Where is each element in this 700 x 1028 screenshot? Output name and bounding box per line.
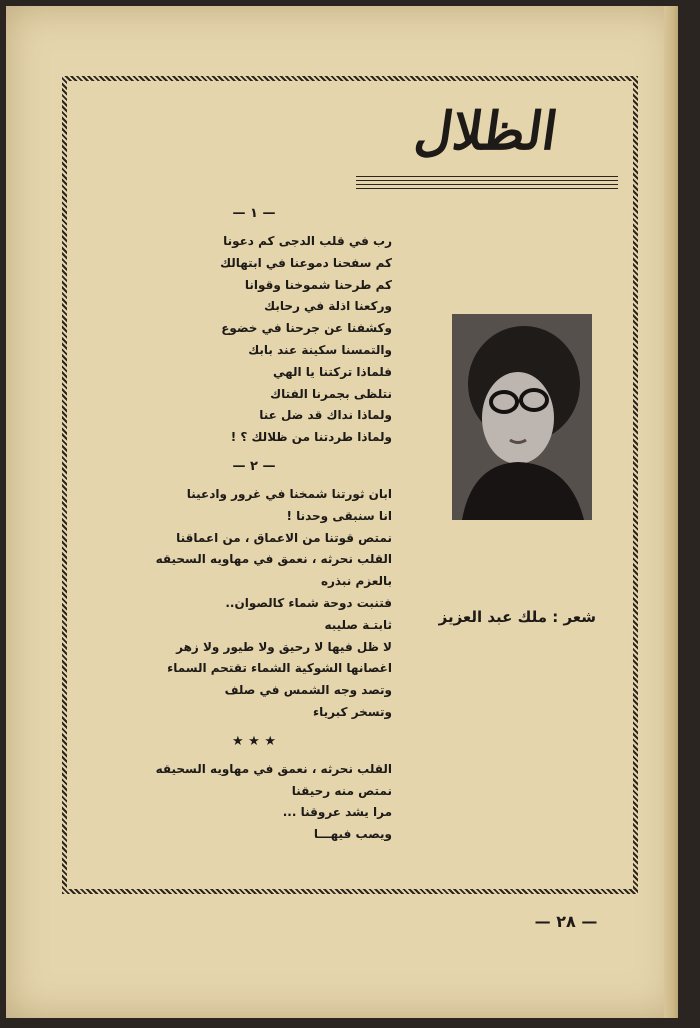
poem-line: ولماذا طردتنا من ظلالك ؟ !	[230, 430, 392, 445]
poem-line: وتصد وجه الشمس في صلف	[224, 683, 392, 698]
poem-line: نتلظى بجمرنا الفتاك	[270, 386, 392, 401]
poem-line: ويصب فيهـــا	[313, 827, 392, 842]
poem-line: لا ظل فيها لا رحيق ولا طيور ولا زهر	[176, 639, 392, 654]
section-marker: — ١ —	[232, 206, 276, 221]
poem-line: القلب نحرثه ، نعمق في مهاويه السحيقه	[155, 552, 392, 567]
poem-line: فتنبت دوحة شماء كالصوان..	[225, 595, 392, 610]
section-marker: ★ ★ ★	[231, 733, 276, 749]
poem-line: بالعزم نبذره	[320, 574, 392, 589]
poem-line: نمتص قوتنا من الاعماق ، من اعماقنا	[176, 530, 392, 545]
section-marker: — ٢ —	[232, 458, 276, 474]
title-underline-rule	[356, 176, 618, 192]
poem-title-text: الظلال	[410, 101, 562, 162]
poet-photo	[452, 314, 592, 520]
page-edge	[664, 6, 678, 1018]
poem-section-2	[156, 459, 392, 724]
poem-body	[156, 206, 392, 856]
poem-line: نمتص منه رحيقنا	[291, 783, 392, 798]
poem-line: ثابتـة صليبه	[324, 617, 392, 632]
poem-line: مرا يشد عروقنا ...	[282, 805, 392, 820]
poem-line: كم سفحنا دموعنا في ابتهالك	[220, 255, 392, 270]
poem-line: والتمسنا سكينة عند بابك	[248, 342, 392, 357]
poem-line: ولماذا نداك قد ضل عنا	[259, 408, 392, 423]
poem-line: انا سنبقى وحدنا !	[286, 508, 392, 523]
poem-section-1	[156, 206, 392, 449]
poem-line: كم طرحنا شموخنا وقوانا	[244, 277, 392, 292]
poem-line: رب في قلب الدجى كم دعونا	[223, 234, 392, 248]
poem-line: وكشفنا عن جرحنا في خضوع	[221, 321, 392, 336]
poem-line: ابان ثورتنا شمخنا في غرور وادعينا	[186, 486, 392, 501]
poem-line: فلماذا تركتنا يا الهي	[272, 364, 392, 379]
poem-line: وتسخر كبرياء	[313, 704, 392, 719]
poem-title	[366, 96, 606, 168]
portrait-image	[452, 314, 592, 520]
poet-credit: شعر : ملك عبد العزيز	[438, 608, 596, 626]
magazine-page	[6, 6, 678, 1018]
page-number: — ٢٨ —	[534, 912, 598, 931]
poem-line: اغصانها الشوكية الشماء تقتحم السماء	[167, 661, 392, 676]
poem-line: وركعنا اذلة في رحابك	[264, 299, 392, 314]
poem-line: القلب نحرثه ، نعمق في مهاويه السحيقه	[155, 761, 392, 776]
poem-section-3	[156, 734, 392, 846]
